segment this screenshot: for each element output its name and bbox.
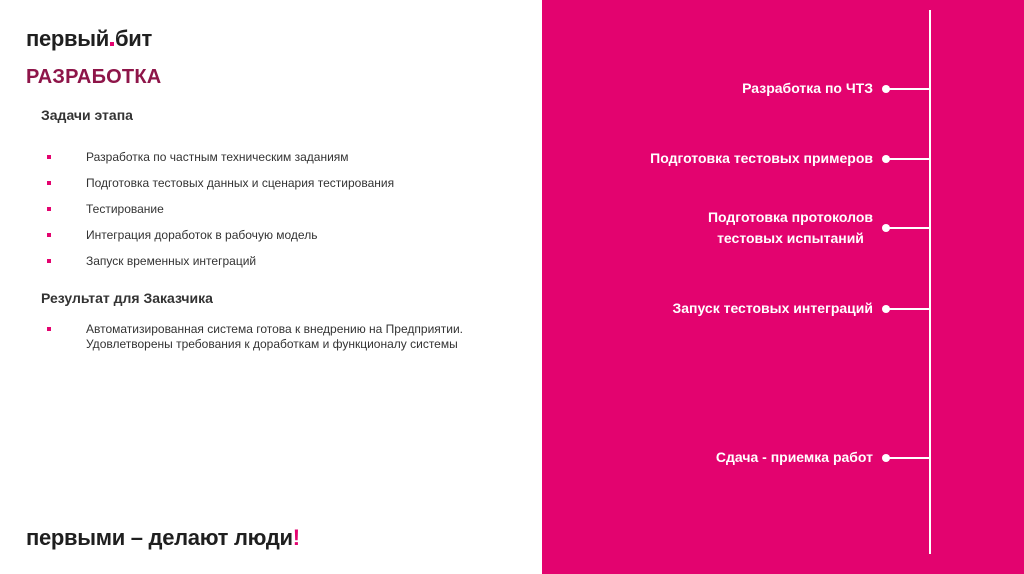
page-title: РАЗРАБОТКА	[26, 66, 162, 88]
bullet-icon	[47, 233, 51, 237]
result-heading: Результат для Заказчика	[41, 290, 213, 306]
slogan-mark: !	[292, 525, 300, 550]
list-item-text: Запуск временных интеграций	[86, 254, 257, 268]
list-item-text: Разработка по частным техническим заданиям	[86, 150, 349, 164]
slogan	[26, 525, 300, 551]
bullet-icon	[47, 155, 51, 159]
logo-dot	[110, 42, 114, 46]
timeline-step-2	[650, 148, 930, 169]
result-list	[41, 322, 521, 363]
timeline-step-label: Запуск тестовых интеграций	[672, 300, 873, 316]
slogan-text: первыми – делают люди	[26, 525, 293, 550]
timeline-dot-icon	[882, 305, 890, 313]
timeline-step-5	[716, 447, 930, 468]
list-item	[41, 150, 521, 165]
timeline-connector	[885, 88, 930, 90]
timeline-connector	[885, 457, 930, 459]
bullet-icon	[47, 181, 51, 185]
list-item	[41, 254, 521, 269]
timeline-step-label: Сдача - приемка работ	[715, 449, 873, 465]
list-item-text: Подготовка тестовых данных и сценария тестирования	[86, 176, 395, 190]
logo-text-part2: бит	[115, 26, 152, 51]
timeline-connector	[885, 227, 930, 229]
logo	[26, 26, 152, 52]
timeline-dot-icon	[882, 224, 890, 232]
tasks-heading: Задачи этапа	[41, 107, 133, 123]
timeline-dot-icon	[882, 85, 890, 93]
timeline-step-label: Подготовка протоколов тестовых испытаний	[707, 209, 873, 246]
logo-text-part1: первый	[26, 26, 109, 51]
list-item-text: Автоматизированная система готова к внедрению на Предприятии. Удовлетворены требования к доработкам и функционалу системы	[86, 322, 464, 351]
list-item	[41, 202, 521, 217]
list-item-text: Тестирование	[86, 202, 164, 216]
timeline-step-3	[708, 207, 930, 249]
bullet-icon	[47, 207, 51, 211]
timeline-connector	[885, 308, 930, 310]
list-item-text: Интеграция доработок в рабочую модель	[86, 228, 318, 242]
timeline-panel	[542, 0, 1024, 574]
timeline-connector	[885, 158, 930, 160]
list-item	[41, 176, 521, 191]
timeline-dot-icon	[882, 155, 890, 163]
timeline-dot-icon	[882, 454, 890, 462]
list-item	[41, 322, 521, 352]
timeline-step-4	[672, 298, 930, 319]
bullet-icon	[47, 327, 51, 331]
tasks-list	[41, 150, 521, 280]
timeline-step-1	[742, 78, 930, 99]
list-item	[41, 228, 521, 243]
timeline-step-label: Подготовка тестовых примеров	[650, 150, 873, 166]
timeline-step-label: Разработка по ЧТЗ	[742, 80, 873, 96]
bullet-icon	[47, 259, 51, 263]
